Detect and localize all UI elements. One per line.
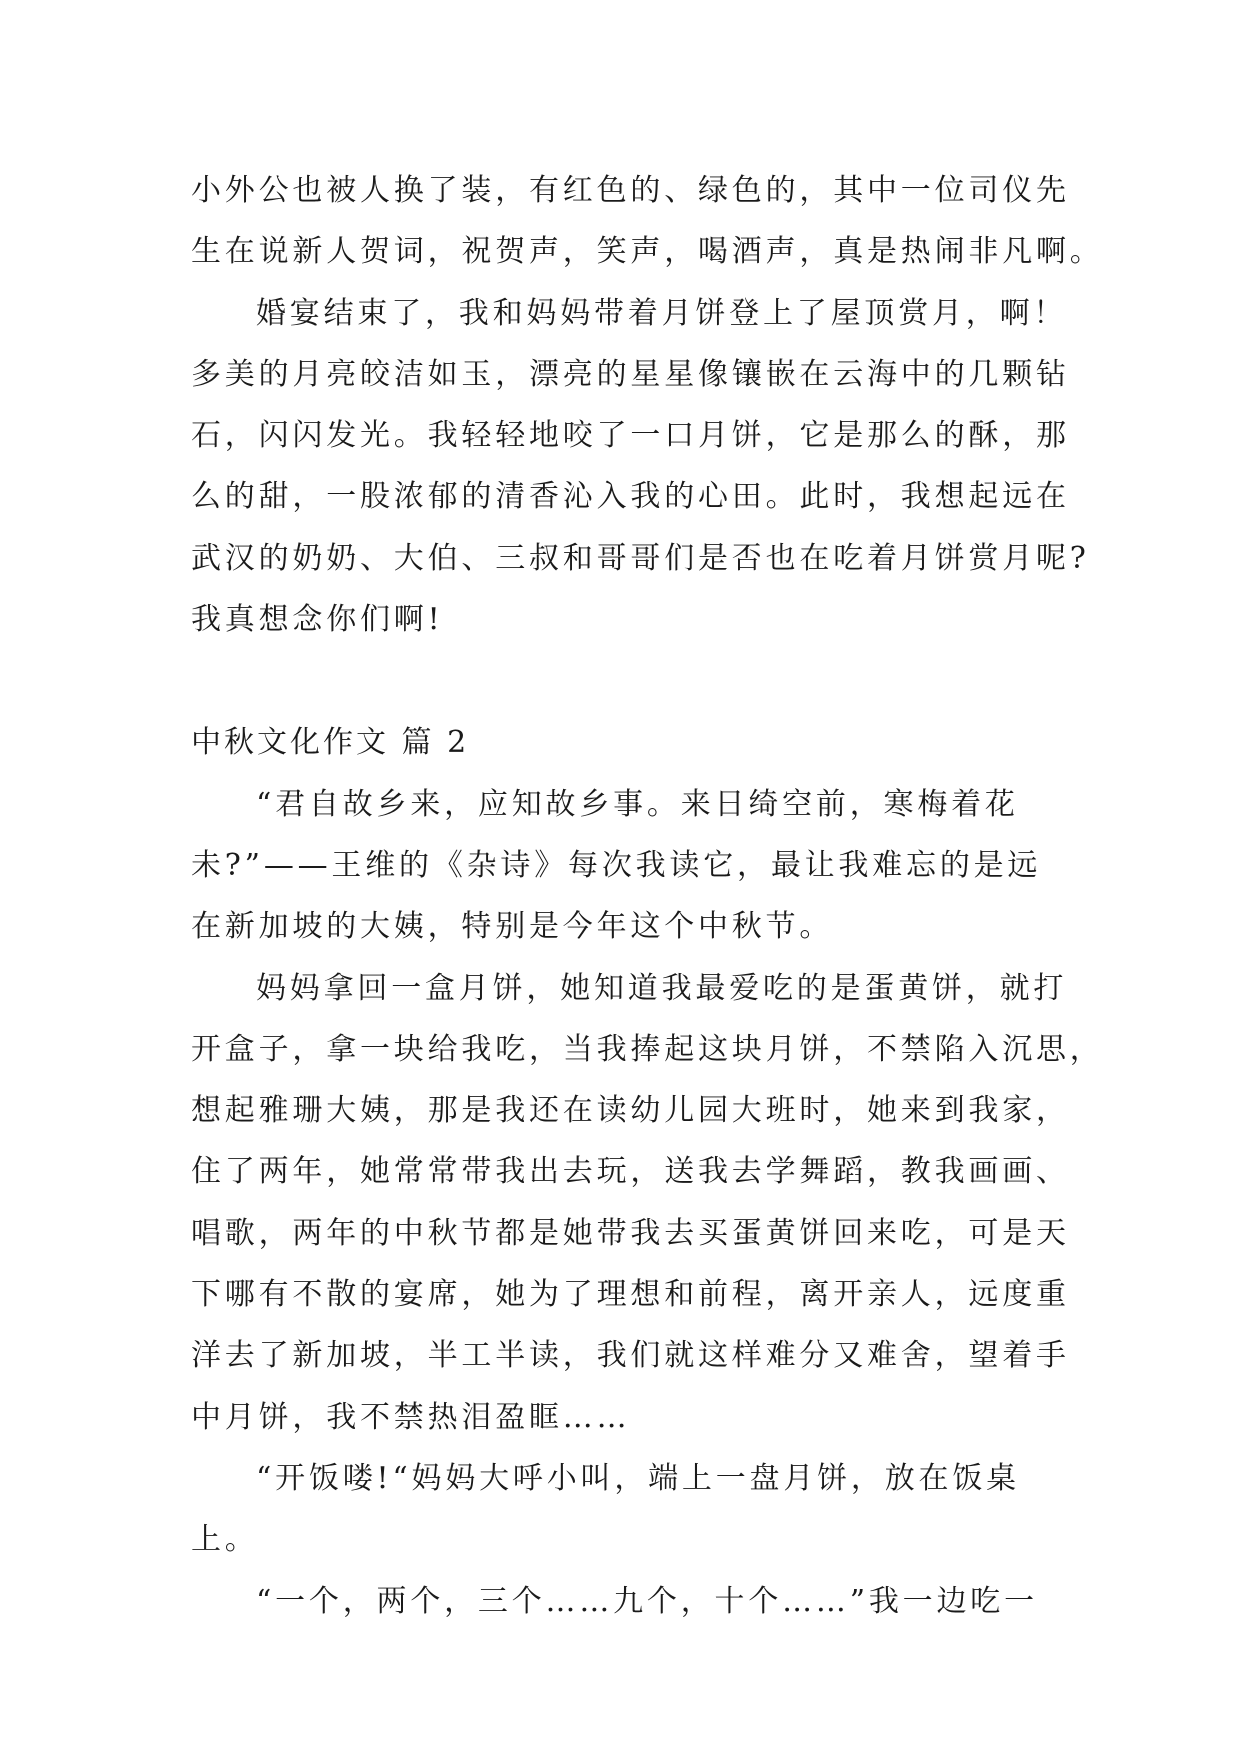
text-line: 多美的月亮皎洁如玉，漂亮的星星像镶嵌在云海中的几颗钻 (191, 356, 1070, 392)
text-line: 我真想念你们啊! (191, 602, 444, 638)
text-line: 下哪有不散的宴席，她为了理想和前程，离开亲人，远度重 (191, 1277, 1070, 1313)
text-line: 么的甜，一股浓郁的清香沁入我的心田。此时，我想起远在 (191, 479, 1070, 515)
section-after-heading (191, 774, 1104, 1632)
text-line: 生在说新人贺词，祝贺声，笑声，喝酒声，真是热闹非凡啊。 (191, 234, 1104, 270)
paragraph-gap (191, 650, 1051, 712)
text-line: 婚宴结束了，我和妈妈带着月饼登上了屋顶赏月，啊！ (256, 295, 1068, 331)
text-line: 未?”——王维的《杂诗》每次我读它，最让我难忘的是远 (191, 847, 1042, 883)
text-line: 住了两年，她常常带我出去玩，送我去学舞蹈，教我画画、 (191, 1154, 1070, 1190)
document-body (191, 160, 1104, 1632)
section-before-heading (191, 160, 1104, 650)
text-line: 小外公也被人换了装，有红色的、绿色的，其中一位司仪先 (191, 173, 1070, 208)
text-line: “开饭喽!“妈妈大呼小叫，端上一盘月饼，放在饭桌 (256, 1460, 1020, 1496)
text-line: “一个，两个，三个……九个，十个……”我一边吃一 (256, 1583, 1038, 1619)
text-line: 唱歌，两年的中秋节都是她带我去买蛋黄饼回来吃，可是天 (191, 1215, 1070, 1251)
text-line: 开盒子，拿一块给我吃，当我捧起这块月饼，不禁陷入沉思， (191, 1031, 1104, 1067)
text-line: “君自故乡来，应知故乡事。来日绮空前，寒梅着花 (256, 786, 1019, 822)
text-line: 上。 (191, 1522, 259, 1558)
text-line: 石，闪闪发光。我轻轻地咬了一口月饼，它是那么的酥，那 (191, 418, 1070, 454)
text-line: 洋去了新加坡，半工半读，我们就这样难分又难舍，望着手 (191, 1338, 1070, 1374)
text-line: 武汉的奶奶、大伯、三叔和哥哥们是否也在吃着月饼赏月呢? (191, 540, 1090, 576)
text-line: 想起雅珊大姨，那是我还在读幼儿园大班时，她来到我家， (191, 1093, 1070, 1129)
text-line: 在新加坡的大姨，特别是今年这个中秋节。 (191, 909, 834, 945)
text-line: 妈妈拿回一盒月饼，她知道我最爱吃的是蛋黄饼，就打 (256, 970, 1068, 1006)
section-heading: 中秋文化作文 篇 2 (191, 725, 470, 761)
text-line: 中月饼，我不禁热泪盈眶…… (191, 1399, 631, 1435)
